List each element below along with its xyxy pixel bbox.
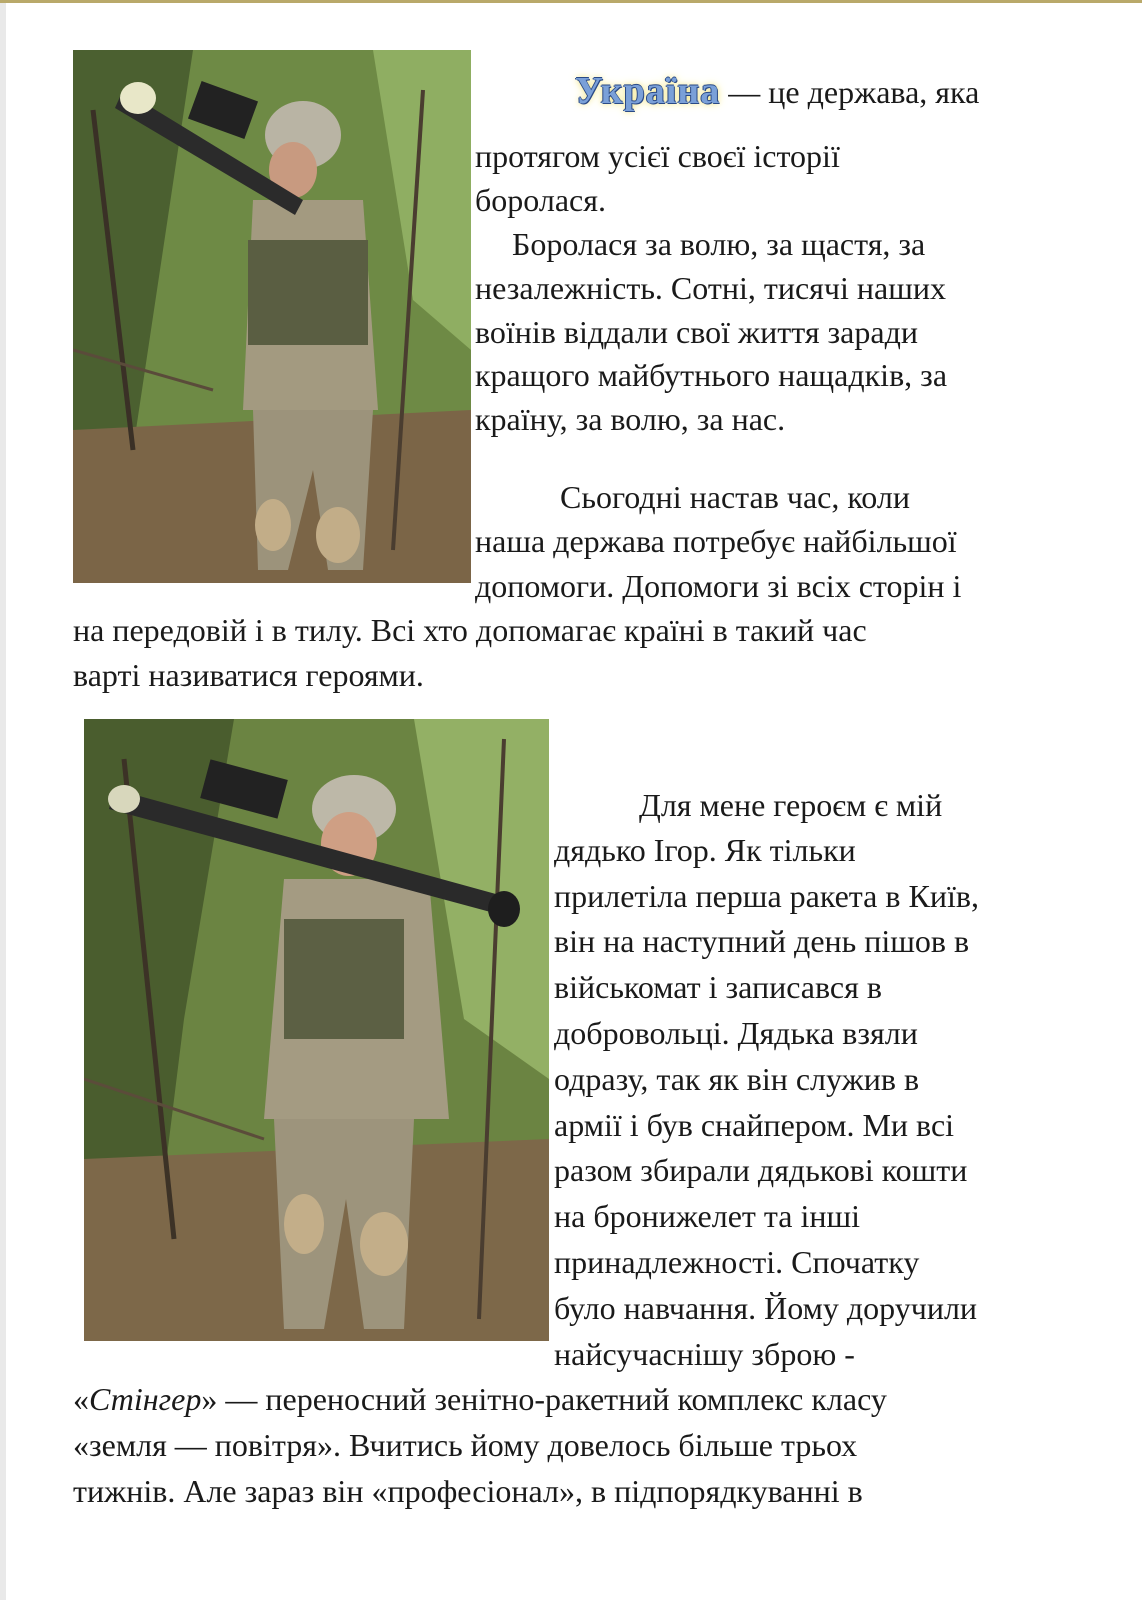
para2-line-4: на передовій і в тилу. Всі хто допомагає країні в такий час — [73, 612, 867, 648]
title-ukraine: Україна — [575, 70, 721, 112]
intro-line-7: кращого майбутнього нащадків, за — [475, 357, 948, 393]
para3-line-5: військомат і записався в — [554, 969, 882, 1005]
intro-line-6: воїнів віддали свої життя заради — [475, 314, 918, 350]
quote-open: « — [73, 1381, 89, 1417]
para3-line-10: на бронижелет та інші — [554, 1198, 861, 1234]
para3-line-4: він на наступний день пішов в — [554, 923, 970, 959]
intro-line-5: незалежність. Сотні, тисячі наших — [475, 270, 946, 306]
para2-line-2: наша держава потребує найбільшої — [475, 523, 957, 559]
para2-line-1: Сьогодні настав час, коли — [560, 479, 910, 515]
para3-line-8: армії і був снайпером. Ми всі — [554, 1107, 955, 1143]
document-page — [6, 3, 1142, 1600]
intro-line-1 — [575, 69, 979, 115]
para3-line-11: принадлежності. Спочатку — [554, 1244, 920, 1280]
intro-line-8: країну, за волю, за нас. — [475, 401, 786, 437]
para3-line-15: «земля — повітря». Вчитись йому довелось більше трьох — [73, 1427, 858, 1463]
para2-line-5: варті називатися героями. — [73, 657, 424, 693]
stinger-term: Стінгер — [89, 1381, 202, 1417]
para2-line-3: допомоги. Допомоги зі всіх сторін і — [475, 568, 962, 604]
para3-line-9: разом збирали дядькові кошти — [554, 1152, 968, 1188]
intro-line-1-rest: — це держава, яка — [720, 74, 980, 110]
intro-line-2: протягом усієї своєї історії — [475, 138, 840, 174]
para3-line-13: найсучаснішу зброю - — [554, 1336, 855, 1372]
para3-line-16: тижнів. Але зараз він «професіонал», в підпорядкуванні в — [73, 1473, 863, 1509]
para3-line-14-rest: » — переносний зенітно-ракетний комплекс класу — [201, 1381, 887, 1417]
para3-line-14 — [73, 1377, 887, 1422]
para3-line-7: одразу, так як він служив в — [554, 1061, 920, 1097]
para3-line-12: було навчання. Йому доручили — [554, 1290, 978, 1326]
intro-line-3: боролася. — [475, 182, 606, 218]
soldier-photo-1 — [73, 50, 471, 583]
para3-line-3: прилетіла перша ракета в Київ, — [554, 878, 979, 914]
para3-line-6: добровольці. Дядька взяли — [554, 1015, 918, 1051]
para3-line-2: дядько Ігор. Як тільки — [554, 832, 856, 868]
para3-line-1: Для мене героєм є мій — [639, 787, 943, 823]
soldier-photo-2 — [84, 719, 549, 1341]
intro-line-4: Боролася за волю, за щастя, за — [512, 226, 926, 262]
